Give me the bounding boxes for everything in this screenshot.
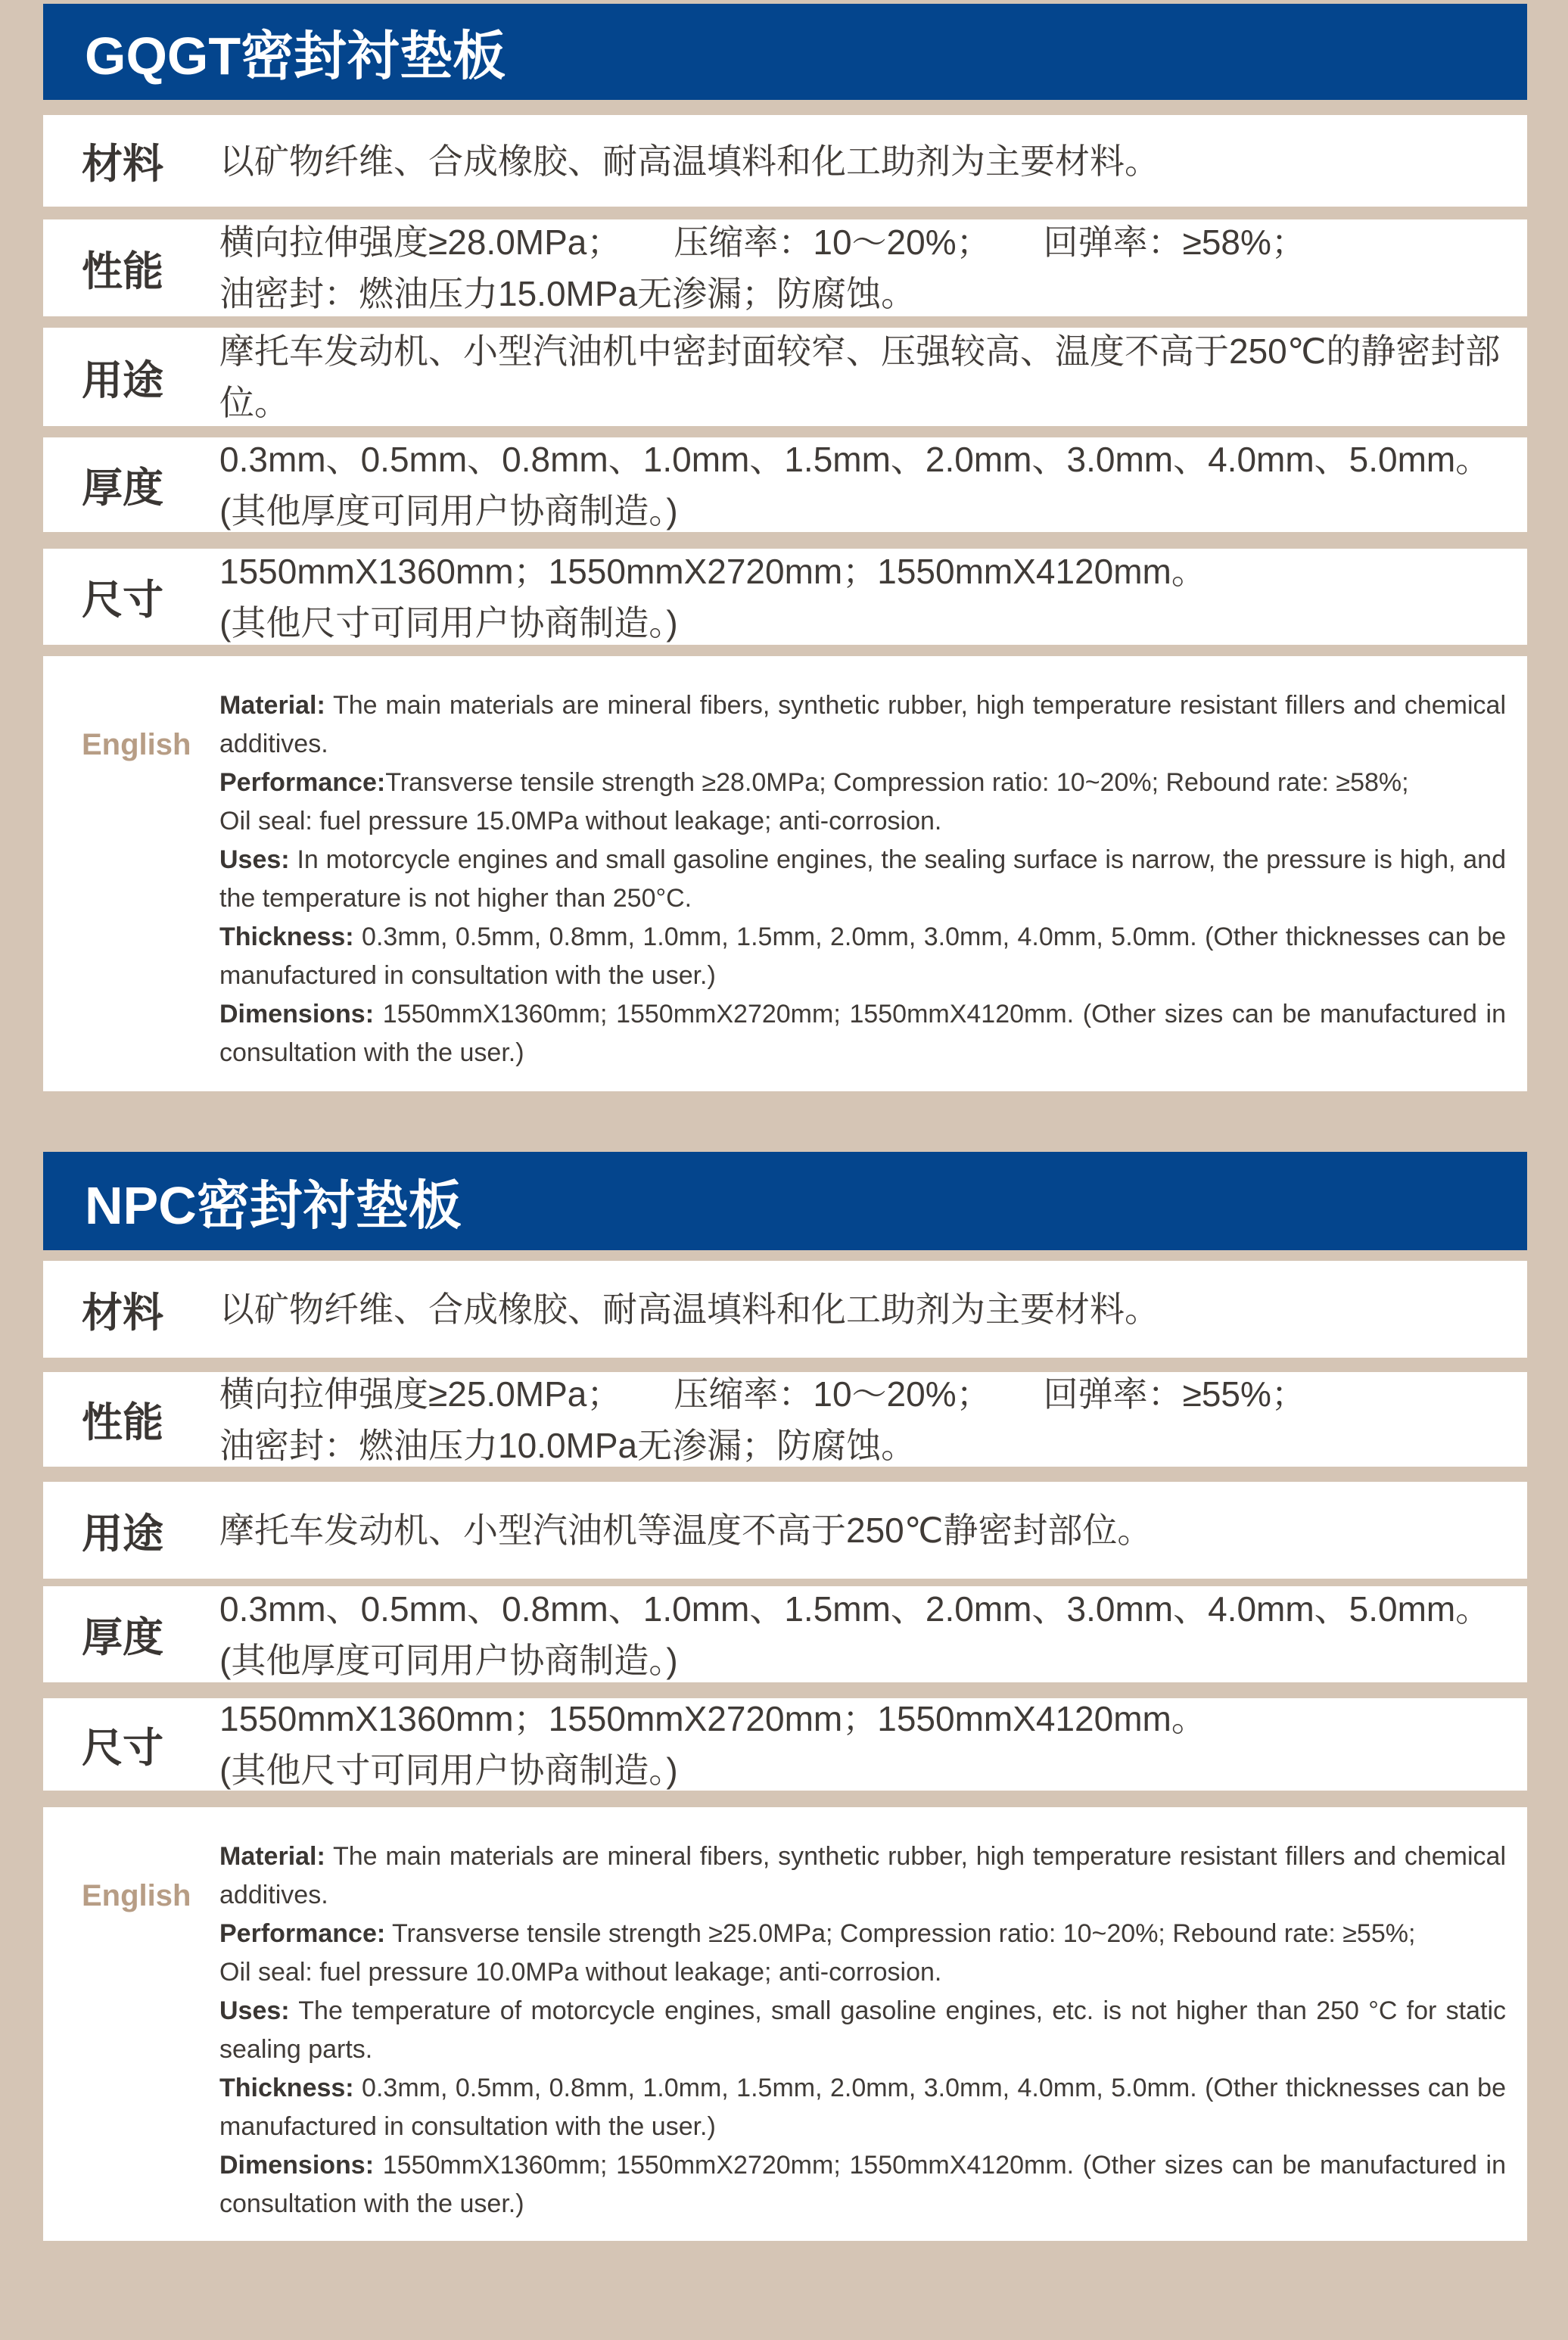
english-paragraph — [219, 1915, 1506, 1953]
spec-row-uses — [43, 328, 1527, 426]
english-paragraph — [219, 1992, 1506, 2069]
spec-line: 1550mmX1360mm；1550mmX2720mm；1550mmX4120mm。 — [219, 1699, 1206, 1738]
spec-row-value — [219, 1482, 1527, 1579]
spec-row-label: 用途 — [82, 357, 163, 403]
spec-line: 0.3mm、0.5mm、0.8mm、1.0mm、1.5mm、2.0mm、3.0mm、4.0mm、5.0mm。 — [219, 439, 1491, 479]
section-title: NPC密封衬垫板 — [85, 1175, 462, 1235]
spec-line: 以矿物纤维、合成橡胶、耐高温填料和化工助剂为主要材料。 — [219, 1290, 1159, 1329]
spec-row-dimensions — [43, 549, 1527, 645]
english-paragraph-text: 1550mmX1360mm; 1550mmX2720mm; 1550mmX4120mm. (Other sizes can be manufactured in consultation with the user.) — [219, 1000, 1506, 1067]
spec-line: 0.3mm、0.5mm、0.8mm、1.0mm、1.5mm、2.0mm、3.0mm、4.0mm、5.0mm。 — [219, 1589, 1491, 1629]
english-paragraph-text: 0.3mm, 0.5mm, 0.8mm, 1.0mm, 1.5mm, 2.0mm, 3.0mm, 4.0mm, 5.0mm. (Other thicknesses can be manufactured in consultation with the user.) — [219, 923, 1506, 990]
spec-line: 摩托车发动机、小型汽油机中密封面较窄、压强较高、温度不高于250℃的静密封部位。 — [219, 331, 1501, 422]
english-paragraph-text: In motorcycle engines and small gasoline engines, the sealing surface is narrow, the pressure is high, and the temperature is not higher than 250°C. — [219, 845, 1506, 913]
english-paragraph-lead: Material: — [219, 691, 325, 720]
english-paragraph-text: 1550mmX1360mm; 1550mmX2720mm; 1550mmX4120mm. (Other sizes can be manufactured in consultation with the user.) — [219, 2151, 1506, 2218]
english-paragraph-text: Oil seal: fuel pressure 15.0MPa without leakage; anti-corrosion. — [219, 807, 942, 835]
spec-row-label: 材料 — [82, 1290, 163, 1336]
spec-row-label: 尺寸 — [82, 1725, 163, 1771]
spec-row-value — [219, 115, 1527, 207]
english-paragraph — [219, 1953, 1506, 1992]
spec-row-value — [219, 549, 1527, 645]
english-paragraph-text: The main materials are mineral fibers, synthetic rubber, high temperature resistant fillers and chemical additives. — [219, 691, 1506, 758]
section-title: GQGT密封衬垫板 — [85, 26, 506, 86]
english-paragraph — [219, 918, 1506, 995]
spec-row-label: 性能 — [82, 1400, 163, 1445]
spec-line: 油密封：燃油压力15.0MPa无渗漏；防腐蚀。 — [219, 274, 916, 313]
spec-line: (其他厚度可同用户协商制造。) — [219, 1640, 678, 1680]
english-paragraph-lead: Dimensions: — [219, 2151, 375, 2180]
english-paragraph — [219, 2069, 1506, 2146]
spec-row-value — [219, 1698, 1527, 1791]
english-paragraph — [219, 2146, 1506, 2223]
english-paragraph-text: 0.3mm, 0.5mm, 0.8mm, 1.0mm, 1.5mm, 2.0mm, 3.0mm, 4.0mm, 5.0mm. (Other thicknesses can be manufactured in consultation with the user.) — [219, 2074, 1506, 2141]
spec-row-value — [219, 1586, 1527, 1682]
spec-line: 横向拉伸强度≥28.0MPa； 压缩率：10～20%； 回弹率：≥58%； — [219, 222, 1306, 262]
english-paragraph-lead: Material: — [219, 1842, 325, 1871]
english-paragraph-text: Transverse tensile strength ≥28.0MPa; Compression ratio: 10~20%; Rebound rate: ≥58%; — [385, 768, 1409, 797]
spec-row-value — [219, 437, 1527, 532]
english-paragraph-lead: Performance: — [219, 768, 386, 797]
spec-row-performance — [43, 1372, 1527, 1467]
english-paragraphs — [219, 656, 1527, 1091]
spec-row-label: 尺寸 — [82, 577, 163, 623]
spec-row-label: 性能 — [82, 248, 163, 294]
spec-row-value — [219, 1372, 1527, 1467]
spec-line: 横向拉伸强度≥25.0MPa； 压缩率：10～20%； 回弹率：≥55%； — [219, 1374, 1306, 1414]
english-paragraph-lead: Uses: — [219, 845, 290, 874]
spec-line: (其他厚度可同用户协商制造。) — [219, 490, 678, 531]
spec-row-value — [219, 1261, 1527, 1358]
english-paragraph — [219, 802, 1506, 841]
english-paragraph-text: Oil seal: fuel pressure 10.0MPa without leakage; anti-corrosion. — [219, 1958, 942, 1987]
spec-row-label: 厚度 — [82, 1615, 163, 1660]
spec-row-uses — [43, 1482, 1527, 1579]
section-title-banner — [43, 4, 1527, 100]
english-paragraph-lead: Thickness: — [219, 923, 354, 951]
spec-row-dimensions — [43, 1698, 1527, 1791]
english-paragraph-lead: Dimensions: — [219, 1000, 375, 1028]
english-paragraph — [219, 995, 1506, 1072]
spec-row-thickness — [43, 1586, 1527, 1682]
english-label: English — [82, 1879, 191, 1912]
spec-line: 1550mmX1360mm；1550mmX2720mm；1550mmX4120mm。 — [219, 551, 1206, 591]
spec-line: 油密封：燃油压力10.0MPa无渗漏；防腐蚀。 — [219, 1425, 916, 1465]
spec-row-label: 材料 — [82, 142, 163, 187]
english-paragraph — [219, 764, 1506, 802]
spec-line: 以矿物纤维、合成橡胶、耐高温填料和化工助剂为主要材料。 — [219, 141, 1159, 181]
spec-line: 摩托车发动机、小型汽油机等温度不高于250℃静密封部位。 — [219, 1511, 1153, 1550]
spec-line: (其他尺寸可同用户协商制造。) — [219, 1750, 678, 1790]
spec-row-performance — [43, 219, 1527, 316]
spec-line: (其他尺寸可同用户协商制造。) — [219, 602, 678, 643]
english-label: English — [82, 728, 191, 761]
english-paragraph-text: The main materials are mineral fibers, synthetic rubber, high temperature resistant fillers and chemical additives. — [219, 1842, 1506, 1909]
english-paragraph-lead: Performance: — [219, 1919, 386, 1948]
english-paragraph — [219, 841, 1506, 918]
spec-row-material — [43, 1261, 1527, 1358]
spec-row-value — [219, 328, 1527, 426]
english-paragraph-lead: Thickness: — [219, 2074, 354, 2102]
spec-row-label: 厚度 — [82, 465, 163, 511]
section-title-banner — [43, 1152, 1527, 1250]
spec-row-label: 用途 — [82, 1511, 163, 1557]
english-block — [43, 656, 1527, 1091]
english-block — [43, 1807, 1527, 2241]
english-paragraph — [219, 1837, 1506, 1915]
spec-row-thickness — [43, 437, 1527, 532]
english-paragraph — [219, 686, 1506, 764]
english-paragraph-lead: Uses: — [219, 1996, 290, 2025]
english-paragraph-text: Transverse tensile strength ≥25.0MPa; Compression ratio: 10~20%; Rebound rate: ≥55%; — [385, 1919, 1416, 1948]
spec-row-material — [43, 115, 1527, 207]
spec-row-value — [219, 219, 1527, 316]
english-paragraph-text: The temperature of motorcycle engines, small gasoline engines, etc. is not higher than 250 °C for static sealing parts. — [219, 1996, 1506, 2064]
english-paragraphs — [219, 1807, 1527, 2241]
